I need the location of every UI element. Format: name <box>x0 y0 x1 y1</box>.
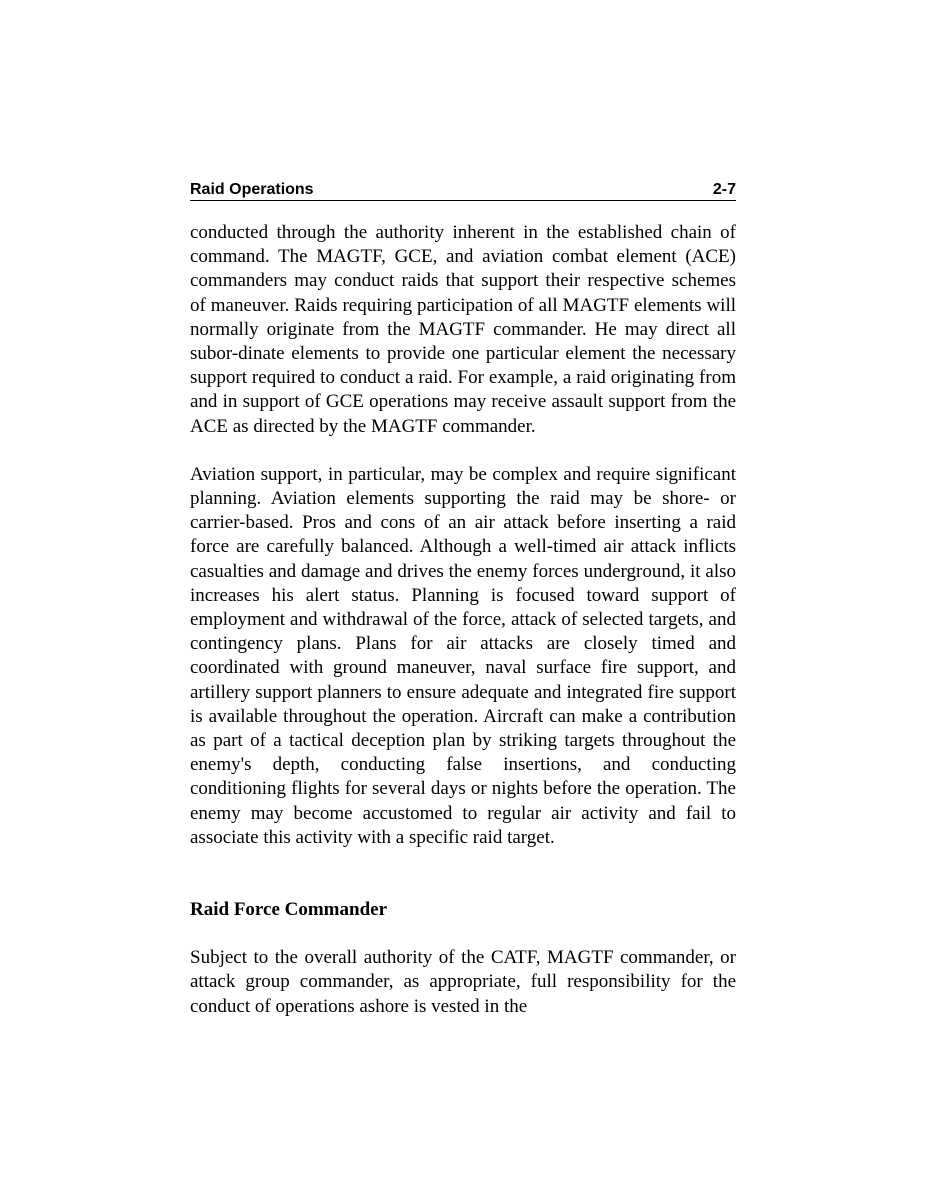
paragraph: Subject to the overall authority of the CATF, MAGTF commander, or attack group commander, as appropriate, full responsibility for the conduct of operations ashore is vested in the <box>190 947 736 1017</box>
header-title: Raid Operations <box>190 181 314 198</box>
running-header <box>190 178 736 201</box>
paragraph: Aviation support, in particular, may be complex and require significant planning. Aviation elements supporting the raid may be shore- or carrier-based. Pros and cons of an air attack before inserting a raid force are carefully balanced. Although a well-timed air attack inflicts casualties and damage and drives the enemy forces underground, it also increases his alert status. Planning is focused toward support of employment and withdrawal of the force, attack of selected targets, and contingency plans. Plans for air attacks are closely timed and coordinated with ground maneuver, naval surface fire support, and artillery support planners to ensure adequate and integrated fire support is available throughout the operation. Aircraft can make a contribution as part of a tactical deception plan by striking targets throughout the enemy's depth, conducting false insertions, and conducting conditioning flights for several days or nights before the operation. The enemy may become accustomed to regular air activity and fail to associate this activity with a specific raid target. <box>190 463 736 848</box>
paragraph: conducted through the authority inherent in the established chain of command. The MAGTF, GCE, and aviation combat element (ACE) commanders may conduct raids that support their respective schemes of maneuver. Raids requiring participation of all MAGTF elements will normally originate from the MAGTF commander. He may direct all subor-dinate elements to provide one particular element the necessary support required to conduct a raid. For example, a raid originating from and in support of GCE operations may receive assault support from the ACE as directed by the MAGTF commander. <box>190 222 736 437</box>
page-number: 2-7 <box>712 181 736 198</box>
section-heading: Raid Force Commander <box>190 899 388 921</box>
body-text <box>190 221 736 1019</box>
